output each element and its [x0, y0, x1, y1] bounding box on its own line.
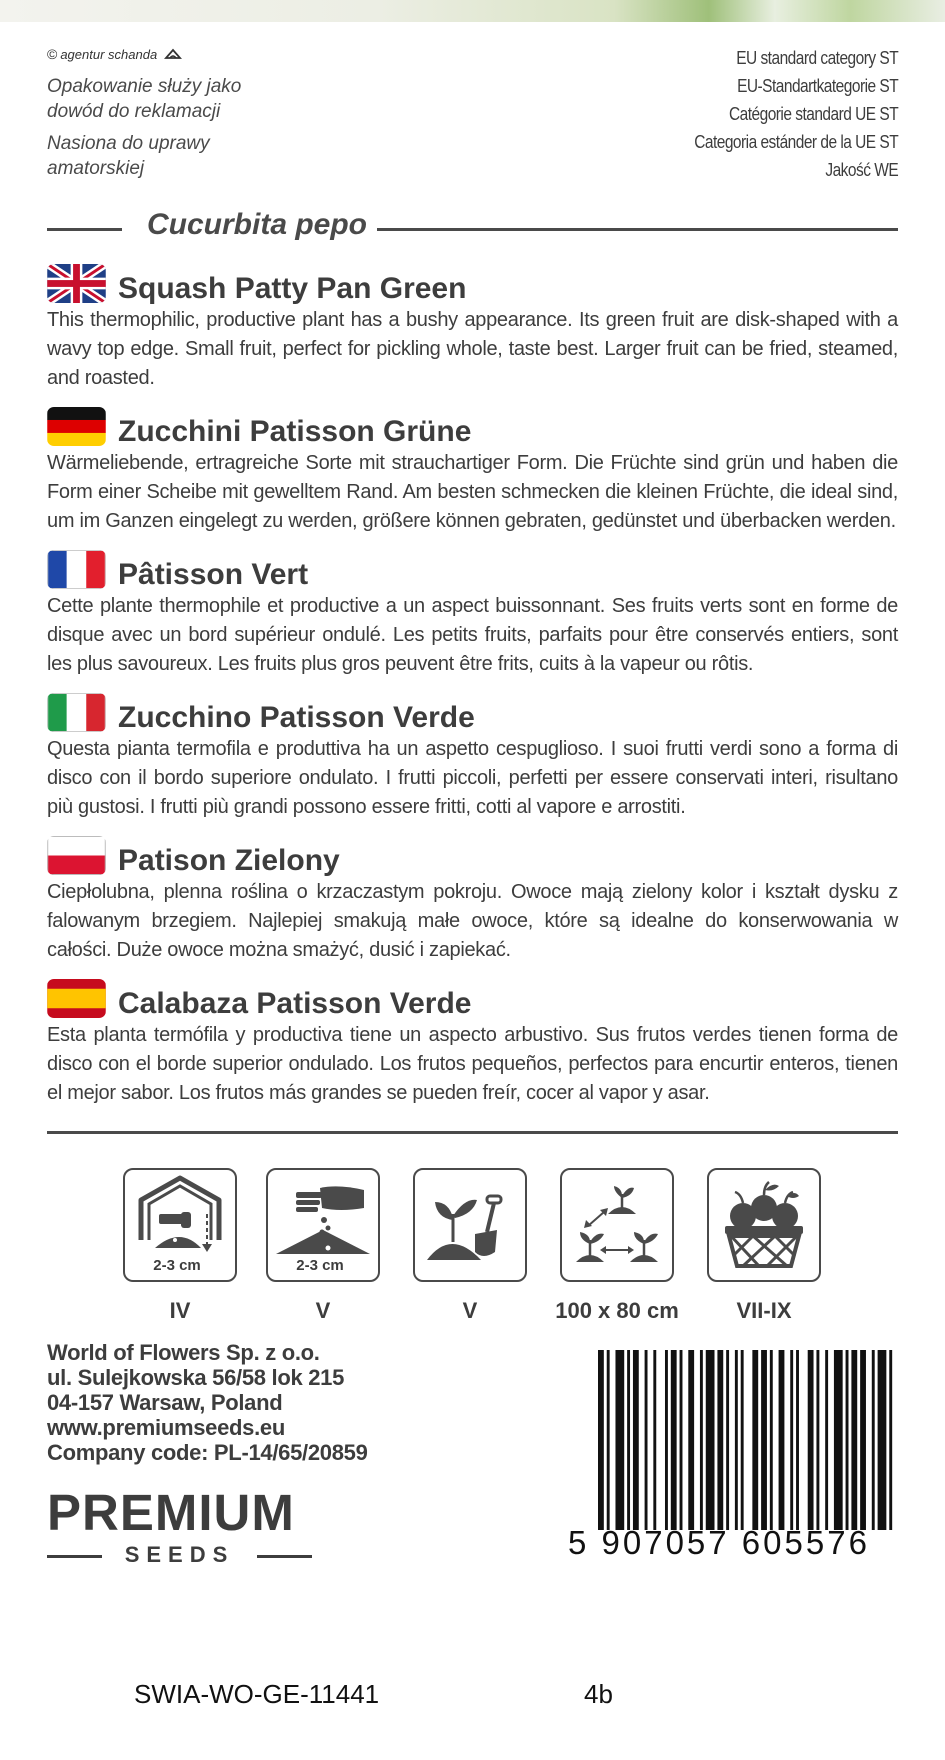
section-text: Wärmeliebende, ertragreiche Sorte mit strauchartiger Form. Die Früchte sind grün und haben die Form einer Scheibe mit gewelltem Rand. Am besten schmecken die kleinen Früchte, die ideal sind, um im Ganzen eingelegt zu werden, größere können gebraten, gedünstet und überbacken werden. — [47, 452, 898, 532]
latin-rule-left — [47, 228, 122, 231]
latin-rule-right — [372, 228, 898, 231]
company-city: 04-157 Warsaw, Poland — [47, 1390, 283, 1415]
eu-category-de: EU-Standartkategorie ST — [736, 76, 898, 96]
section-es — [47, 977, 898, 1108]
barcode-bars — [598, 1350, 898, 1530]
barcode-bar — [645, 1350, 648, 1530]
barcode-bar — [607, 1350, 610, 1530]
note-complaint: Opakowanie służy jako dowód do reklamacji — [47, 76, 242, 122]
barcode-bar — [779, 1350, 785, 1530]
planting-month-label: V — [462, 1298, 478, 1323]
barcode-bar — [653, 1350, 656, 1530]
barcode-bar — [741, 1350, 744, 1530]
section-title: Calabaza Patisson Verde — [118, 987, 472, 1020]
copyright-symbol: © — [47, 46, 58, 62]
barcode-bar — [808, 1350, 814, 1530]
barcode-bar — [665, 1350, 668, 1530]
logo-seeds: SEEDS — [124, 1542, 235, 1567]
section-de — [47, 405, 898, 536]
barcode-bar — [796, 1350, 799, 1530]
section-text: Cette plante thermophile et productive a un aspect buissonnant. Ses fruits verts sont en forme de disque avec un bord supérieur ondulé. Les petits fruits, parfaits pour être conservés entiers, sont les plus savoureux. Les fruits plus gros peuvent être frits, cuits à la vapeur ou rôtis. — [47, 595, 898, 675]
language-sections — [47, 262, 898, 1120]
sowing-depth-label: 2-3 cm — [153, 1257, 201, 1274]
barcode-bar — [816, 1350, 819, 1530]
harvest-month-label: VII-IX — [736, 1298, 792, 1323]
page-code: 4b — [584, 1679, 613, 1709]
barcode-bar — [726, 1350, 729, 1530]
package-notes — [47, 74, 347, 188]
sowing-depth-label: 2-3 cm — [296, 1257, 344, 1274]
section-title: Zucchino Patisson Verde — [118, 701, 475, 734]
eu-category-es: Categoria estánder de la UE ST — [694, 132, 898, 152]
barcode-bar — [889, 1350, 892, 1530]
section-title: Patison Zielony — [118, 844, 340, 877]
france-flag-icon — [47, 550, 106, 589]
barcode-bar — [598, 1350, 604, 1530]
eu-category-pl: Jakość WE — [825, 160, 898, 180]
harvest-basket-icon — [707, 1168, 821, 1282]
barcode-bar — [825, 1350, 828, 1530]
barcode-bar — [671, 1350, 677, 1530]
poland-flag-icon — [47, 836, 106, 875]
barcode-bar — [860, 1350, 866, 1530]
section-text: Esta planta termófila y productiva tiene un aspecto arbustivo. Sus frutos verdes tienen forma de disco con el borde superior ondulado. Los frutos pequeños, perfectos para encurtir enteros, tienen el mejor sabor. Los frutos más grandes se pueden freír, cocer al vapor y asar. — [47, 1024, 898, 1104]
latin-name-row — [47, 208, 898, 248]
eu-category-fr: Catégorie standard UE ST — [728, 104, 898, 124]
company-address — [47, 1340, 368, 1465]
section-en — [47, 262, 898, 393]
planting-seedling-icon — [413, 1168, 527, 1282]
company-street: ul. Sulejkowska 56/58 lok 215 — [47, 1365, 345, 1390]
section-title: Zucchini Patisson Grüne — [118, 415, 472, 448]
sowing-month-label: IV — [169, 1298, 191, 1323]
barcode-bar — [706, 1350, 715, 1530]
section-it — [47, 691, 898, 822]
spain-flag-icon — [47, 979, 106, 1018]
section-text: Ciepłolubna, plenna roślina o krzaczastym pokroju. Owoce mają zielony kolor i kształt dysku z falowanym brzegiem. Najlepiej smakują małe owoce, które są idealne do konserwowania w całości. Duże owoce można smażyć, dusić i zapiekać. — [47, 881, 898, 961]
spacing-label: 100 x 80 cm — [555, 1298, 679, 1323]
ean-barcode — [568, 1350, 898, 1561]
company-name: World of Flowers Sp. z o.o. — [47, 1340, 320, 1365]
barcode-bar — [680, 1350, 683, 1530]
barcode-bar — [846, 1350, 849, 1530]
section-title: Squash Patty Pan Green — [118, 272, 467, 305]
barcode-number: 5 907057 605576 — [568, 1524, 870, 1561]
company-code: Company code: PL-14/65/20859 — [47, 1440, 368, 1465]
greenhouse-sowing-icon — [123, 1168, 237, 1282]
barcode-bar — [688, 1350, 694, 1530]
section-fr — [47, 548, 898, 679]
section-text: Questa pianta termofila e produttiva ha un aspetto cespuglioso. I suoi frutti verdi sono a forma di disco con il bordo superiore ondulato. I frutti piccoli, perfetti per essere conservati interi, risultano più gustosi. I frutti più grandi possono essere fritti, cotti al vapore e arrostiti. — [47, 738, 898, 818]
note-amateur: Nasiona do uprawy amatorskiej — [47, 133, 210, 179]
barcode-bar — [627, 1350, 630, 1530]
barcode-bar — [633, 1350, 639, 1530]
print-code: SWIA-WO-GE-11441 — [134, 1679, 380, 1709]
top-photo-strip — [0, 0, 945, 22]
barcode-bar — [752, 1350, 758, 1530]
logo-premium: PREMIUM — [47, 1484, 295, 1541]
section-pl — [47, 834, 898, 965]
outdoor-sowing-month-label: V — [315, 1298, 331, 1323]
barcode-bar — [615, 1350, 624, 1530]
uk-flag-icon — [47, 264, 106, 303]
latin-name: Cucurbita pepo — [137, 208, 377, 242]
section-title: Pâtisson Vert — [118, 558, 309, 591]
schanda-logo-icon — [164, 48, 182, 60]
barcode-bar — [717, 1350, 723, 1530]
barcode-bar — [834, 1350, 843, 1530]
section-divider — [47, 1131, 898, 1134]
barcode-bar — [878, 1350, 887, 1530]
eu-category-en: EU standard category ST — [736, 48, 898, 68]
barcode-bar — [700, 1350, 703, 1530]
italy-flag-icon — [47, 693, 106, 732]
eu-category-list — [661, 44, 898, 184]
copyright-text: agentur schanda — [60, 47, 158, 62]
barcode-bar — [770, 1350, 773, 1530]
barcode-bar — [872, 1350, 875, 1530]
germany-flag-icon — [47, 407, 106, 446]
barcode-bar — [735, 1350, 738, 1530]
barcode-bar — [851, 1350, 857, 1530]
company-web: www.premiumseeds.eu — [47, 1415, 286, 1440]
barcode-bar — [761, 1350, 767, 1530]
outdoor-sowing-icon — [266, 1168, 380, 1282]
plant-spacing-icon — [560, 1168, 674, 1282]
premium-seeds-logo — [47, 1486, 312, 1568]
barcode-bar — [790, 1350, 793, 1530]
section-text: This thermophilic, productive plant has a bushy appearance. Its green fruit are disk-shaped with a wavy top edge. Small fruit, perfect for pickling whole, taste best. Larger fruit can be fried, steamed, and roasted. — [47, 309, 898, 389]
copyright-line — [47, 46, 182, 62]
